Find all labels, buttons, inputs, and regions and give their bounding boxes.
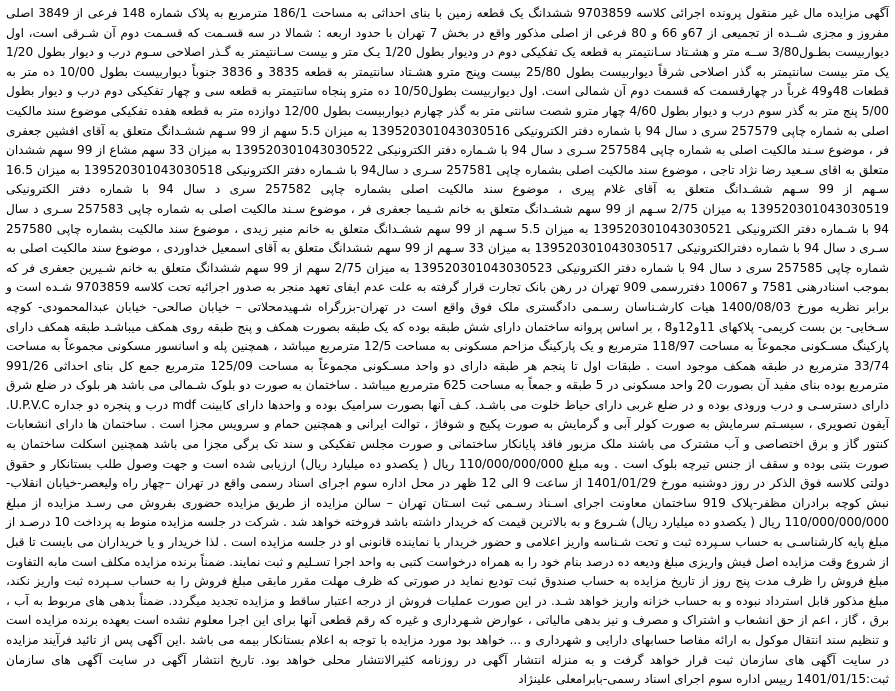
auction-notice-body: آگهی مزایده مال غیر منقول پرونده اجرائی کلاسه 9703859 ششدانگ یک قطعه زمین با بنای احداثی به مساحت 186/1 مترمربع به پلاک شماره 148 فرعی از 3849 اصلی مفروز و مجزی شــده از تجمیعی از 67و 66 و 80 فرعی از اصلی مذکور واقع در بخش 7 تهران با حدود اربعه : شمالا در سه قسـمت که قسـمت دوم آن شـرقی است، اول دیواربیست بطـول3/80 ســه متر و هشـتاد سـانتیمتر به قطعه یک تفکیکی دوم در ودیوار بطول 1/20 یـک متر و بیست سـانتیمتر به گـذر اصلاحی سـوم درب و دیوار بطول 1/20 یک متر بیست سانتیمتر به گذر اصلاحی شرقاً دیواربیست بطول 25/80 بیست وپنج مترو هشـتاد سانتیمتر به قطعه 3835 و 3836 جنوباً دیواربیست بطول 10/00 ده متر به قطعات 48و49 غرباً در چهارقسمت که قسمت دوم آن شمالی است. اول دیواربیست بطول10/50 ده مترو پنجاه سانتیمتر به قطعه سی و چهار تفکیکی دوم درب و دیوار بطول 5/00 پنج متر به گذر سوم درب و دیوار بطول 4/60 چهار مترو شصت سانتی متر به گذر چهارم دیواربیست بطول 12/00 دوازده متر به قطعه هفده تفکیکی موضوع سند مالکیت اصلی به شماره چاپی 257579 سری د سال 94 با شماره دفتر الکترونیکی 139520301043030516 به میزان 5.5 سهم از 99 سـهم ششـدانگ متعلق به آقای افشین جعفری فر ، موضوع سـند مالکیت اصلی به شماره چاپی 257584 سـری د سال 94 با شـماره دفتر الکترونیکی 139520301043030522 به میزان 33 سهم مشاع از 99 سهم ششدان متعلق به اقای سـعید رضا نژاد تاجی ، موضوع سند مالکیت اصلی بشماره چاپی 257581 سـری د سال94 با شـماره دفتر الکترونیکی 139520301043030518 به میزان 16.5 سـهم از 99 سـهم ششـدانگ متعلق به آقای غلام پیری ، موضوع سند مالکیت اصلی بشماره چاپی 257582 سری د سال 94 با شماره دفتر الکترونیکی 139520301043030519 به میزان 2/75 سـهم از 99 سهم ششـدانگ متعلق به خانم شـیما جعفری فر ، موضوع سـند مالکیت اصلی به شماره چاپی 257583 سـری د سال 94 با شـماره دفتر الکترونیکی 139520301043030521 به میزان 5.5 سـهم از 99 سهم ششـدانگ متعلق به خانم منیر زیدی ، موضوع سند مالکیت بشماره چاپی 257580 سـری د سال 94 با شماره دفترالکترونیکی 139520301043030517 به میزان 33 سـهم از 99 سهم ششدانگ متعلق به آقای اسمعیل خداوردی ، موضوع سند مالکیت اصلی به شماره چاپی 257585 سری د سال 94 با شماره دفتر الکترونیکی 139520301043030523 به میزان 2/75 سهم از 99 سهم ششدانگ متعلق به خانم شـیرین جعفری فر که بموجب اسنادرهنی 7581 و 10067 دفتررسمی 909 تهران در رهن بانک تجارت قرار گرفته به علت عدم ایفای تعهد منجر به صدور اجرائیه تحت کلاسه 9703859 شـده است و برابر نظریه مورخ 1400/08/03 هیات کارشـناسان رسـمی دادگستری ملک فوق واقع است در تهران-بزرگراه شـهیدمحلاتی – خیابان صالحی- خیابان عبدالمحمودی- کوچه سـخایی- بن بست کریمی- پلاکهای 11و12و8 ، بر اساس پروانه ساختمان دارای شش طبقه بوده که یک طبقه بصورت همکف و پنج طبقه روی همکف میباشـد طبقه همکف دارای پارکینگ مسـکونی مجموعاً به مساحت 118/97 مترمربع و یک پارکینگ مزاحم مسکونی به مساحت 12/5 مترمربع میباشد ، همچنین پله و اسانسور مسکونی مجموعاً به مساحت 33/74 مترمربع در طبقه همکف موجود است . طبقات اول تا پنجم هر طبقه دارای دو واحد مسـکونی مجموعاً به مساحت 125/09 مترمربع جمع کل بنای احداثی 991/26 مترمربع بوده بنای مفید آن بصورت 20 واحد مسکونی در 5 طبقه و جمعاً به مساحت 625 مترمربع میباشد . ساختمان به صورت دو بلوک شـمالی می باشد هر بلوک در ضلع شرق دارای دسترسـی و درب ورودی بوده و در ضلع غربی دارای حیاط خلوت می باشـد. کـف آنها بصورت سرامیک بوده و واحدها دارای کابینت mdf درب و پنجره دو جداره U.P.V.C. آیفون تصویری ، سیسـتم سرمایش به صورت کولر آبی و گرمایش به صورت پکیج و شوفاژ ، توالت ایرانی و همچنین حمام و سرویس مجزا است . ساختمان ها دارای انشعابات کنتور گاز و برق اختصاصی و آب مشترک می باشند ملک مزبور فاقد پایانکار ساختمانی و صورت مجلس تفکیکی و سند تک برگی مجزا می باشد همچنین اسکلت ساختمان به صورت بتنی بوده و سقف از جنس تیرچه بلوک است . وبه مبلغ 110/000/000/000 ریال ( یکصدو ده میلیارد ریال) ارزیابی شده است و جهت وصول طلب بستانکار و حقوق دولتی کلاسه فوق الذکر در روز دوشنبه مورخ 1401/01/29 از ساعت 9 الی 12 ظهر در محل اداره سوم اجرای اسناد رسمی واقع در تهران –چهار راه ولیعصر-خیابان انقلاب-نبش کوچه برادران مظفر-پلاک 919 ساختمان معاونت اجرای اسـناد رسـمی ثبت اسـتان تهران – سالن مزایده از طریق مزایده حضوری بفروش می رسـد مزایده از مبلغ 110/000/000/000 ریال ( یکصدو ده میلیارد ریال) شـروع و به بالاترین قیمت که خریدار داشته باشد فروخته خواهد شد . شرکت در جلسه مزایده منوط به پرداخت 10 درصـد از مبلغ پایه کارشناسـی به حساب سـپرده ثبت و تحت شـناسه واریز اعلامی و حضور خریدار یا نماینده قانونی او در جلسه مزایده است . لذا خریدار و یا خریداران می بایست تا قبل از شروع وقت مزایده اصل فیش واریزی مبلغ ودیعه ده درصد بنام خود را به همراه درخواست کتبی به واحد اجرا تسـلیم و ثبت نمایند. ضمناً برنده مزایده مکلف است مابه التفاوت مبلغ فروش را ظرف مدت پنج روز از تاریخ مزایده به حساب صندوق ثبت تودیع نماید در صورتی که ظرف مهلت مقرر مابقی مبلغ فروش را به حساب سـپرده ثبت واریز نکند، مبلغ مذکور قابل استرداد نبوده و به حساب خزانه واریز خواهد شـد. در این صورت عملیات فروش از درجه اعتبار ساقط و مزایده تجدید میگردد. ضمناً بدهی های مربوط به آب ، برق ، گاز ، اعم از حق انشعاب و اشتراک و مصرف و نیز بدهی مالیاتی ، عوارض شـهرداری و غیره که رقم قطعی آنها برای این اجرا معلوم نشده است بعهده برنده مزایده است و تنظیم سند انتقال موکول به ارائه مفاصا حسابهای دارایی و شهرداری و ... خواهد بود مورد مزایده با توجه به اعلام بستانکار بیمه می باشد .این آگهی پس از تائید فرآیند مزایده در سایت آگهی های سازمان ثبت قرار خواهد گرفت و به منزله انتشار آگهی در روزنامه کثیرالانتشار محلی خواهد بود. تاریخ انتشار آگهی در سایت آگهی های سازمان ثبت:1401/01/15 رییس اداره سوم اجرای اسناد رسمی-بابرامعلی علینژاد bbox=[6, 6, 890, 687]
